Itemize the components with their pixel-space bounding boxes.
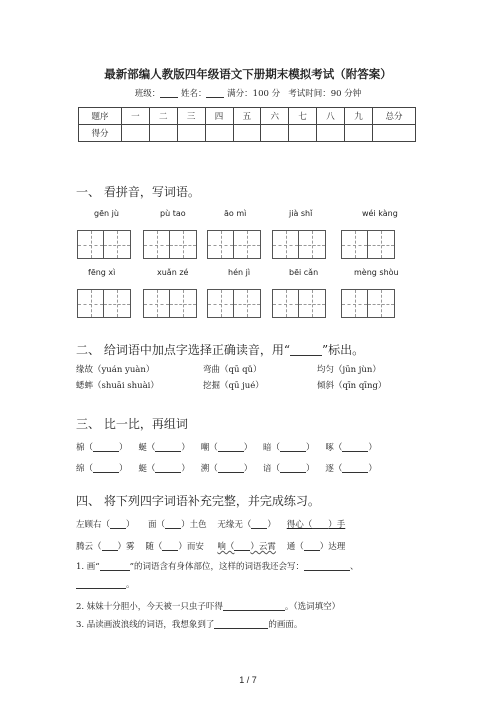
score-cell[interactable] xyxy=(373,125,416,142)
score-table-row xyxy=(79,125,416,142)
answer-blank[interactable] xyxy=(251,519,267,529)
section-2-heading-b: ”标出。 xyxy=(321,343,365,357)
header-cell: 八 xyxy=(317,108,345,125)
question-text: 、 xyxy=(350,562,359,572)
score-cell[interactable] xyxy=(177,125,205,142)
idiom-text: 腾云（ xyxy=(76,542,102,552)
question-2 xyxy=(76,600,340,612)
paren: ） xyxy=(243,443,253,453)
pinyin-label: wéi kàng xyxy=(362,209,398,218)
pinyin-label: jià shǐ xyxy=(289,209,313,218)
answer-blank[interactable] xyxy=(93,463,119,473)
class-label: 班级： xyxy=(134,89,161,99)
writing-grid[interactable] xyxy=(341,289,395,318)
writing-grid[interactable] xyxy=(341,230,395,259)
answer-blank[interactable] xyxy=(218,442,244,452)
score-cell[interactable] xyxy=(289,125,317,142)
question-text: 。 xyxy=(126,580,135,590)
question-text: ”的词语含有身体部位，这样的词语我还会写： xyxy=(129,562,305,572)
pinyin-label: bēi cǎn xyxy=(289,268,319,277)
writing-grid[interactable] xyxy=(143,289,197,318)
section-4-heading: 四、 将下列四字词语补充完整，并完成练习。 xyxy=(76,494,320,508)
idiom-text: 左顾右（ xyxy=(76,520,111,530)
name-label: 姓名： xyxy=(180,89,207,99)
pinyin-label: hén jì xyxy=(228,268,251,277)
header-cell: 总分 xyxy=(373,108,416,125)
paren: ） xyxy=(119,464,128,474)
reading-item: 均匀（jūn jùn） xyxy=(317,365,381,375)
idiom-text: ）手 xyxy=(328,520,346,530)
score-cell[interactable] xyxy=(261,125,289,142)
answer-blank[interactable] xyxy=(155,442,181,452)
header-cell: 五 xyxy=(233,108,261,125)
mark-blank xyxy=(290,346,322,356)
paren: ） xyxy=(181,464,190,474)
score-table xyxy=(78,107,416,142)
question-text: 。（选词填空） xyxy=(284,602,341,612)
paren: ） xyxy=(306,443,315,453)
char: 嘲（ xyxy=(200,443,218,453)
name-blank xyxy=(206,88,224,98)
section-2-heading xyxy=(76,341,364,358)
writing-grid[interactable] xyxy=(77,289,131,318)
paren: ） xyxy=(243,464,253,474)
header-cell: 七 xyxy=(289,108,317,125)
pinyin-label: āo mì xyxy=(224,209,247,218)
answer-blank[interactable] xyxy=(93,442,119,452)
answer-blank[interactable] xyxy=(155,463,181,473)
idiom-row-2 xyxy=(76,540,345,552)
reading-item: 弯曲（qū qǔ） xyxy=(203,365,262,375)
pinyin-label: xuǎn zé xyxy=(157,268,189,277)
char: 逐（ xyxy=(325,464,343,474)
writing-grid[interactable] xyxy=(207,230,261,259)
pinyin-label: mèng shòu xyxy=(354,268,399,277)
section-2-heading-a: 二、 给词语中加点字选择正确读音，用“ xyxy=(76,343,290,357)
idiom-text: 得心（ xyxy=(286,520,313,530)
score-cell[interactable] xyxy=(149,125,177,142)
idiom-text: ）云霄 xyxy=(250,542,276,552)
char: 蜒（ xyxy=(138,443,156,453)
answer-blank[interactable] xyxy=(304,561,350,571)
idiom-text: ）而安 xyxy=(178,542,204,552)
char: 棉（ xyxy=(76,443,94,453)
page-number: 1 / 7 xyxy=(239,675,257,685)
idiom-text: ）土色 xyxy=(181,520,207,530)
idiom-row-1 xyxy=(76,518,345,530)
score-cell[interactable] xyxy=(317,125,345,142)
reading-item: 挖掘（qū jué） xyxy=(203,381,264,391)
header-cell: 一 xyxy=(122,108,150,125)
reading-item: 蟋蟀（shuāi shuài） xyxy=(76,381,159,391)
idiom-text: 随（ xyxy=(145,542,163,552)
idiom-text: ） xyxy=(126,520,135,530)
answer-blank[interactable] xyxy=(223,601,285,611)
section-3-heading: 三、 比一比，再组词 xyxy=(76,417,188,431)
answer-blank[interactable] xyxy=(165,519,181,529)
row-label: 得分 xyxy=(79,125,122,142)
header-cell: 题序 xyxy=(79,108,122,125)
mark-blank xyxy=(100,561,130,571)
idiom-text: ）雾 xyxy=(117,542,135,552)
char: 暗（ xyxy=(263,443,281,453)
header-cell: 三 xyxy=(177,108,205,125)
time-label: 考试时间：90 分钟 xyxy=(288,89,362,99)
reading-item: 缘故（yuán yuàn） xyxy=(76,365,155,375)
question-1 xyxy=(76,560,359,572)
char: 蜓（ xyxy=(138,464,156,474)
answer-blank[interactable] xyxy=(214,619,268,629)
answer-blank[interactable] xyxy=(312,519,328,529)
pinyin-label: fēng xì xyxy=(88,268,116,277)
answer-blank[interactable] xyxy=(234,541,250,551)
score-cell[interactable] xyxy=(205,125,233,142)
class-blank xyxy=(160,88,178,98)
page-title: 最新部编人教版四年级语文下册期末模拟考试（附答案） xyxy=(104,67,392,81)
compare-row-1 xyxy=(76,441,377,453)
writing-grid[interactable] xyxy=(77,230,131,259)
answer-blank[interactable] xyxy=(162,541,178,551)
answer-blank[interactable] xyxy=(342,442,368,452)
idiom-text: 通（ xyxy=(286,542,304,552)
paren: ） xyxy=(368,464,377,474)
answer-blank[interactable] xyxy=(218,463,244,473)
writing-grid[interactable] xyxy=(207,289,261,318)
idiom-text: ） xyxy=(267,520,276,530)
writing-grid[interactable] xyxy=(272,230,326,259)
answer-blank[interactable] xyxy=(280,463,306,473)
pinyin-label: gēn jù xyxy=(94,209,119,218)
char: 谙（ xyxy=(263,464,281,474)
pinyin-label: pù tao xyxy=(160,209,186,218)
answer-blank[interactable] xyxy=(76,579,126,589)
score-cell[interactable] xyxy=(122,125,150,142)
paren: ） xyxy=(368,443,377,453)
score-cell[interactable] xyxy=(345,125,373,142)
idiom-text: 响（ xyxy=(217,542,235,552)
writing-grid[interactable] xyxy=(272,289,326,318)
header-cell: 四 xyxy=(205,108,233,125)
answer-blank[interactable] xyxy=(110,519,126,529)
answer-blank[interactable] xyxy=(304,541,320,551)
answer-blank[interactable] xyxy=(280,442,306,452)
question-text: 2. 妹妹十分胆小，今天被一只虫子吓得 xyxy=(76,602,223,612)
idiom-text: ）达理 xyxy=(319,542,346,552)
idiom-text: 无缘无（ xyxy=(217,520,252,530)
header-cell: 二 xyxy=(149,108,177,125)
score-label: 满分：100 分 xyxy=(227,89,281,99)
question-3 xyxy=(76,618,302,630)
paren: ） xyxy=(181,443,190,453)
question-text: 的画面。 xyxy=(268,620,303,630)
idiom-text: 面（ xyxy=(148,520,166,530)
answer-blank[interactable] xyxy=(342,463,368,473)
score-cell[interactable] xyxy=(233,125,261,142)
header-cell: 九 xyxy=(345,108,373,125)
reading-item: 倾斜（qīn qīng） xyxy=(317,381,387,391)
question-1-cont xyxy=(76,578,135,590)
writing-grid[interactable] xyxy=(143,230,197,259)
exam-info xyxy=(0,87,496,99)
header-cell: 六 xyxy=(261,108,289,125)
question-text: 1. 画“ xyxy=(76,562,100,572)
compare-row-2 xyxy=(76,462,377,474)
paren: ） xyxy=(119,443,128,453)
paren: ） xyxy=(306,464,315,474)
char: 绵（ xyxy=(76,464,94,474)
question-text: 3. 品读画波浪线的词语，我想象到了 xyxy=(76,620,215,630)
section-1-heading: 一、 看拼音，写词语。 xyxy=(76,185,200,199)
char: 溯（ xyxy=(200,464,218,474)
char: 啄（ xyxy=(325,443,343,453)
answer-blank[interactable] xyxy=(102,541,118,551)
score-table-header xyxy=(79,108,416,125)
